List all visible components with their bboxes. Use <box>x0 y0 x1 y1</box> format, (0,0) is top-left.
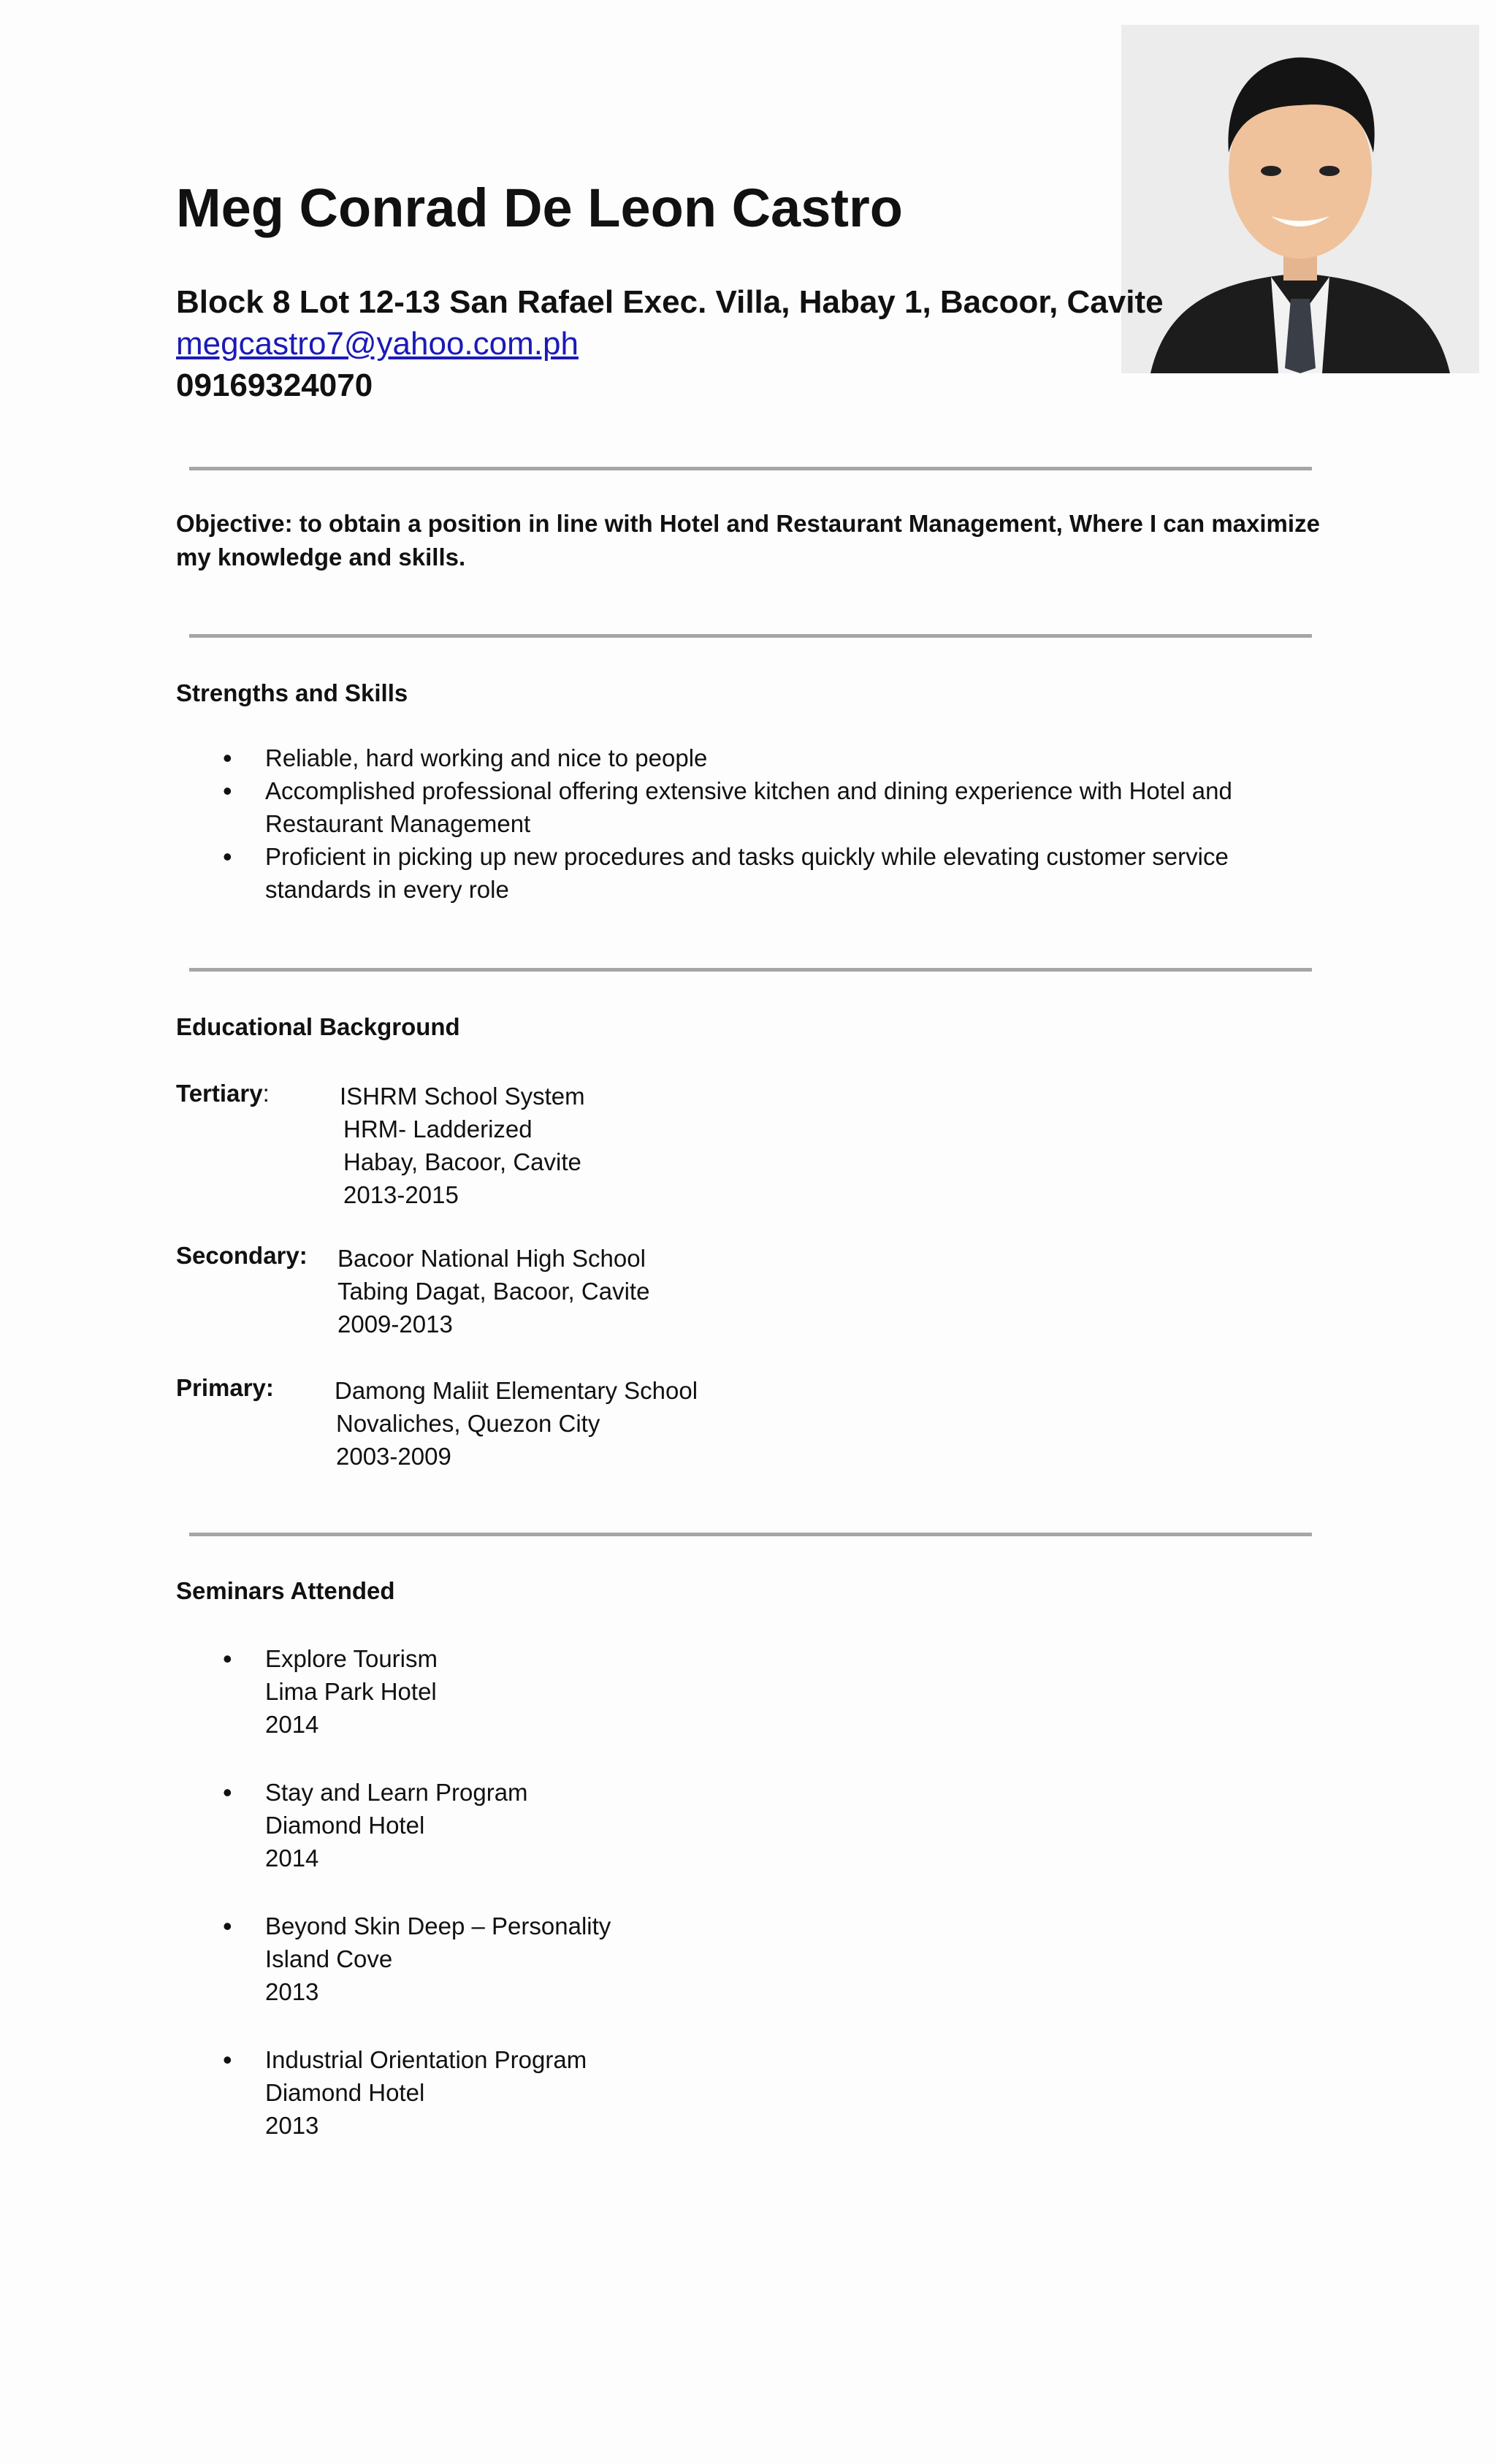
school-location: Habay, Bacoor, Cavite <box>343 1148 581 1175</box>
strengths-list <box>223 741 1304 906</box>
school-years: 2009-2013 <box>337 1311 453 1338</box>
seminar-title: • Explore Tourism <box>223 1642 438 1675</box>
section-divider <box>189 1533 1312 1536</box>
school-location: Tabing Dagat, Bacoor, Cavite <box>337 1278 650 1305</box>
seminar-title: • Industrial Orientation Program <box>223 2043 587 2076</box>
seminars-heading: Seminars Attended <box>176 1577 395 1604</box>
seminar-item <box>223 1776 528 1874</box>
seminar-venue: Diamond Hotel <box>265 1812 425 1839</box>
contact-block <box>176 281 1164 406</box>
program: HRM- Ladderized <box>343 1115 533 1143</box>
primary-details <box>335 1374 698 1473</box>
seminar-item <box>223 1642 438 1741</box>
strengths-heading: Strengths and Skills <box>176 679 408 706</box>
seminar-title: • Beyond Skin Deep – Personality <box>223 1910 611 1942</box>
seminar-year: 2014 <box>265 1711 319 1738</box>
seminar-year: 2013 <box>265 2112 319 2139</box>
list-item: • Reliable, hard working and nice to people <box>223 741 1304 774</box>
secondary-label: Secondary: <box>176 1242 308 1269</box>
seminar-venue: Island Cove <box>265 1945 393 1972</box>
tertiary-details <box>340 1080 585 1211</box>
objective-text: Objective: to obtain a position in line with Hotel and Restaurant Management, Where I can maximize my knowledge and skills. <box>176 510 1320 571</box>
secondary-details <box>337 1242 649 1340</box>
school-years: 2003-2009 <box>336 1443 451 1470</box>
profile-photo <box>1121 25 1479 373</box>
school-name: Bacoor National High School <box>337 1245 646 1272</box>
school-name: Damong Maliit Elementary School <box>335 1377 698 1404</box>
school-name: ISHRM School System <box>340 1083 585 1110</box>
seminar-year: 2014 <box>265 1845 319 1872</box>
seminar-title: • Stay and Learn Program <box>223 1776 528 1809</box>
school-years: 2013-2015 <box>343 1181 459 1208</box>
tertiary-label: Tertiary: <box>176 1080 270 1107</box>
seminar-venue: Lima Park Hotel <box>265 1678 437 1705</box>
section-divider <box>189 467 1312 470</box>
candidate-name: Meg Conrad De Leon Castro <box>176 178 903 238</box>
education-heading: Educational Background <box>176 1013 460 1040</box>
email-link[interactable]: megcastro7@yahoo.com.ph <box>176 326 579 362</box>
seminar-year: 2013 <box>265 1978 319 2005</box>
phone-number: 09169324070 <box>176 367 373 403</box>
list-item: • Proficient in picking up new procedures and tasks quickly while elevating customer service standards in every role <box>223 840 1304 906</box>
seminar-venue: Diamond Hotel <box>265 2079 425 2106</box>
primary-label: Primary: <box>176 1374 274 1401</box>
address: Block 8 Lot 12-13 San Rafael Exec. Villa, Habay 1, Bacoor, Cavite <box>176 284 1164 320</box>
list-item: • Accomplished professional offering extensive kitchen and dining experience with Hotel and Restaurant Management <box>223 774 1304 840</box>
seminar-item <box>223 2043 587 2142</box>
school-location: Novaliches, Quezon City <box>336 1410 600 1437</box>
section-divider <box>189 968 1312 972</box>
seminar-item <box>223 1910 611 2008</box>
section-divider <box>189 634 1312 638</box>
